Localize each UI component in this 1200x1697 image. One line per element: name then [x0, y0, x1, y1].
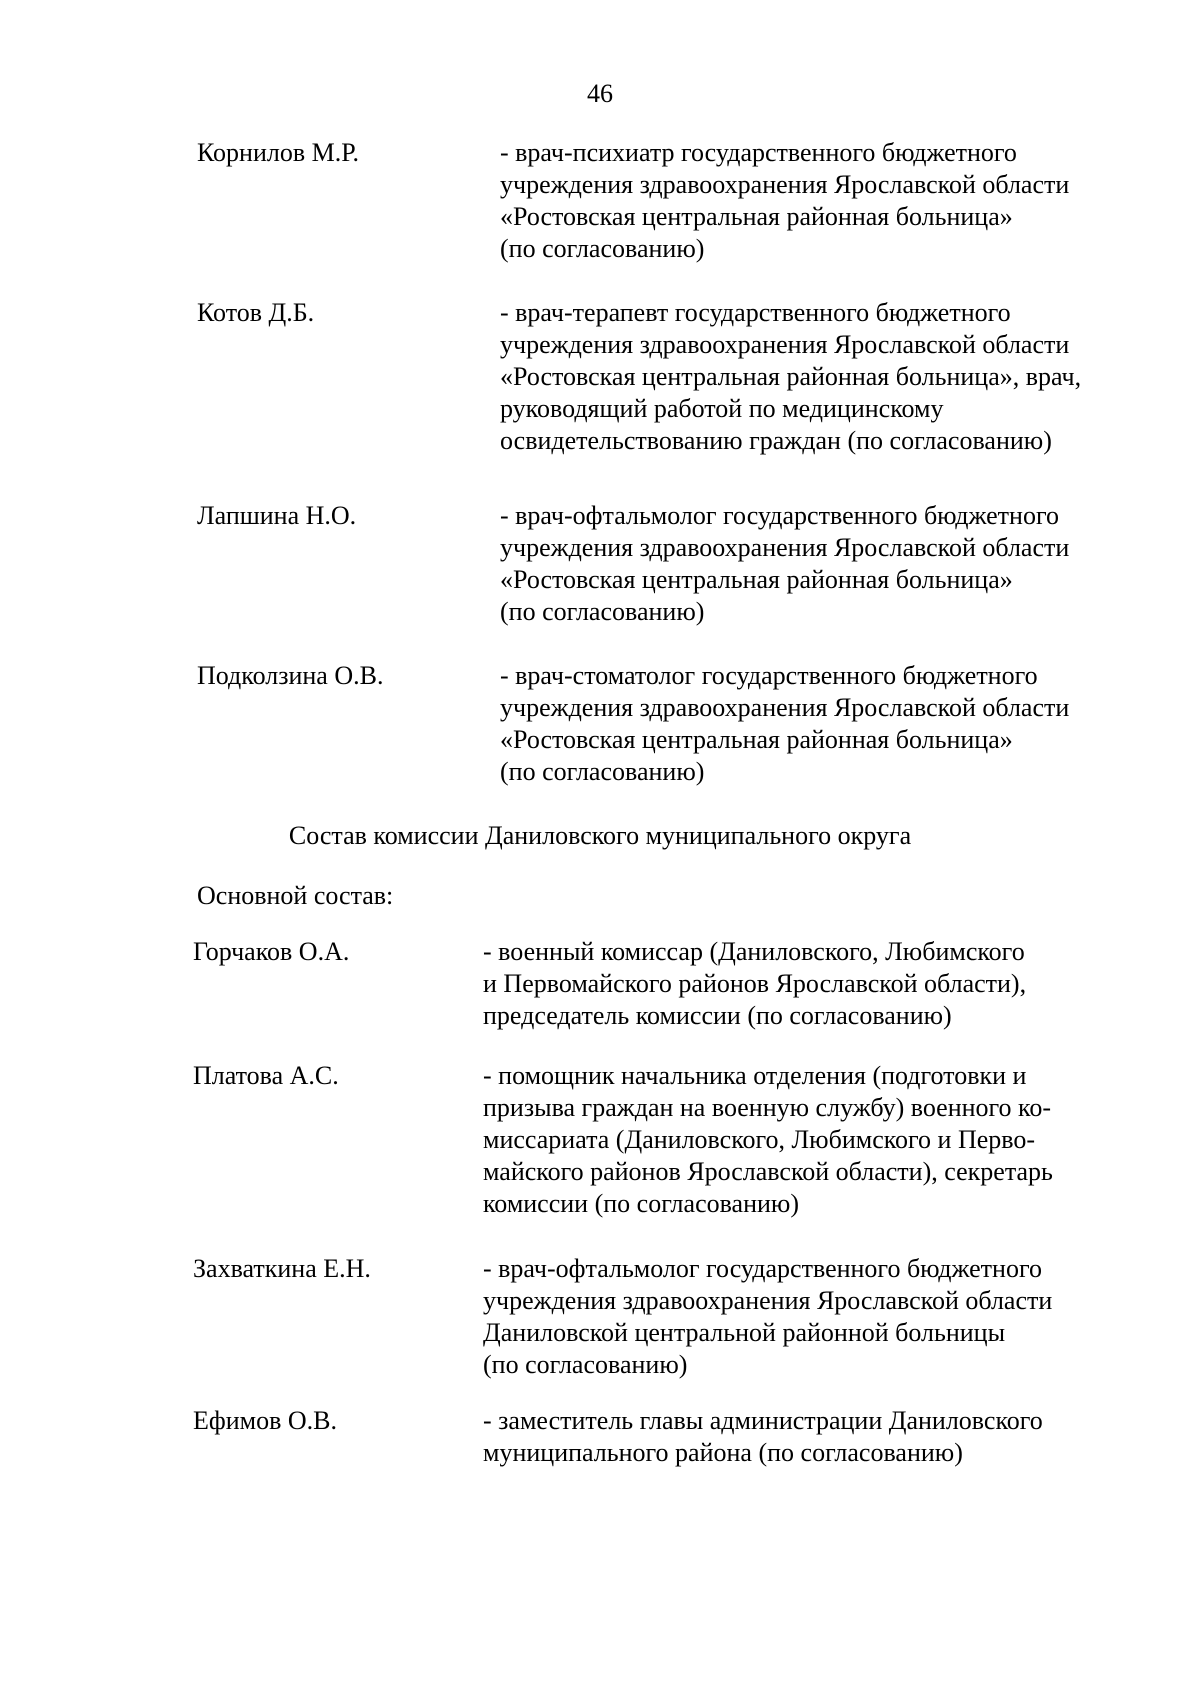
- description-line: комиссии (по согласованию): [483, 1189, 799, 1218]
- description-line: - врач-офтальмолог государственного бюджетного: [483, 1254, 1042, 1283]
- section-title: Состав комиссии Даниловского муниципального округа: [288, 821, 912, 850]
- description-line: - военный комиссар (Даниловского, Любимского: [483, 937, 1025, 966]
- member-description: [500, 137, 1124, 265]
- description-line: учреждения здравоохранения Ярославской области: [500, 533, 1070, 562]
- member-description: [483, 936, 1107, 1032]
- page-number: 46: [587, 79, 613, 108]
- member-name: Ефимов О.В.: [193, 1406, 337, 1435]
- description-line: учреждения здравоохранения Ярославской области: [483, 1286, 1053, 1315]
- member-description: [483, 1405, 1107, 1469]
- description-line: миссариата (Даниловского, Любимского и Перво-: [483, 1125, 1036, 1154]
- member-name: Лапшина Н.О.: [197, 501, 357, 530]
- description-line: - врач-терапевт государственного бюджетного: [500, 298, 1011, 327]
- description-line: (по согласованию): [500, 757, 705, 786]
- description-line: освидетельствованию граждан (по согласованию): [500, 426, 1052, 455]
- member-description: [500, 660, 1124, 788]
- member-description: [500, 297, 1124, 457]
- description-line: - врач-стоматолог государственного бюджетного: [500, 661, 1038, 690]
- member-name: Горчаков О.А.: [193, 937, 350, 966]
- subsection-title: Основной состав:: [197, 881, 394, 910]
- description-line: учреждения здравоохранения Ярославской области: [500, 170, 1070, 199]
- description-line: муниципального района (по согласованию): [483, 1438, 963, 1467]
- member-name: Подколзина О.В.: [197, 661, 384, 690]
- description-line: (по согласованию): [500, 234, 705, 263]
- description-line: «Ростовская центральная районная больница», врач,: [500, 362, 1082, 391]
- member-description: [483, 1253, 1107, 1381]
- description-line: «Ростовская центральная районная больница»: [500, 725, 1013, 754]
- member-description: [483, 1060, 1107, 1220]
- member-name: Платова А.С.: [193, 1061, 339, 1090]
- description-line: «Ростовская центральная районная больница»: [500, 202, 1013, 231]
- description-line: майского районов Ярославской области), секретарь: [483, 1157, 1053, 1186]
- member-name: Котов Д.Б.: [197, 298, 315, 327]
- description-line: учреждения здравоохранения Ярославской области: [500, 330, 1070, 359]
- description-line: председатель комиссии (по согласованию): [483, 1001, 952, 1030]
- description-line: (по согласованию): [483, 1350, 688, 1379]
- description-line: учреждения здравоохранения Ярославской области: [500, 693, 1070, 722]
- description-line: руководящий работой по медицинскому: [500, 394, 944, 423]
- description-line: Даниловской центральной районной больницы: [483, 1318, 1006, 1347]
- member-description: [500, 500, 1124, 628]
- description-line: - врач-офтальмолог государственного бюджетного: [500, 501, 1059, 530]
- description-line: - заместитель главы администрации Даниловского: [483, 1406, 1043, 1435]
- description-line: - врач-психиатр государственного бюджетного: [500, 138, 1017, 167]
- description-line: призыва граждан на военную службу) военного ко-: [483, 1093, 1052, 1122]
- description-line: «Ростовская центральная районная больница»: [500, 565, 1013, 594]
- description-line: (по согласованию): [500, 597, 705, 626]
- description-line: и Первомайского районов Ярославской области),: [483, 969, 1027, 998]
- member-name: Корнилов М.Р.: [197, 138, 359, 167]
- description-line: - помощник начальника отделения (подготовки и: [483, 1061, 1027, 1090]
- member-name: Захваткина Е.Н.: [193, 1254, 371, 1283]
